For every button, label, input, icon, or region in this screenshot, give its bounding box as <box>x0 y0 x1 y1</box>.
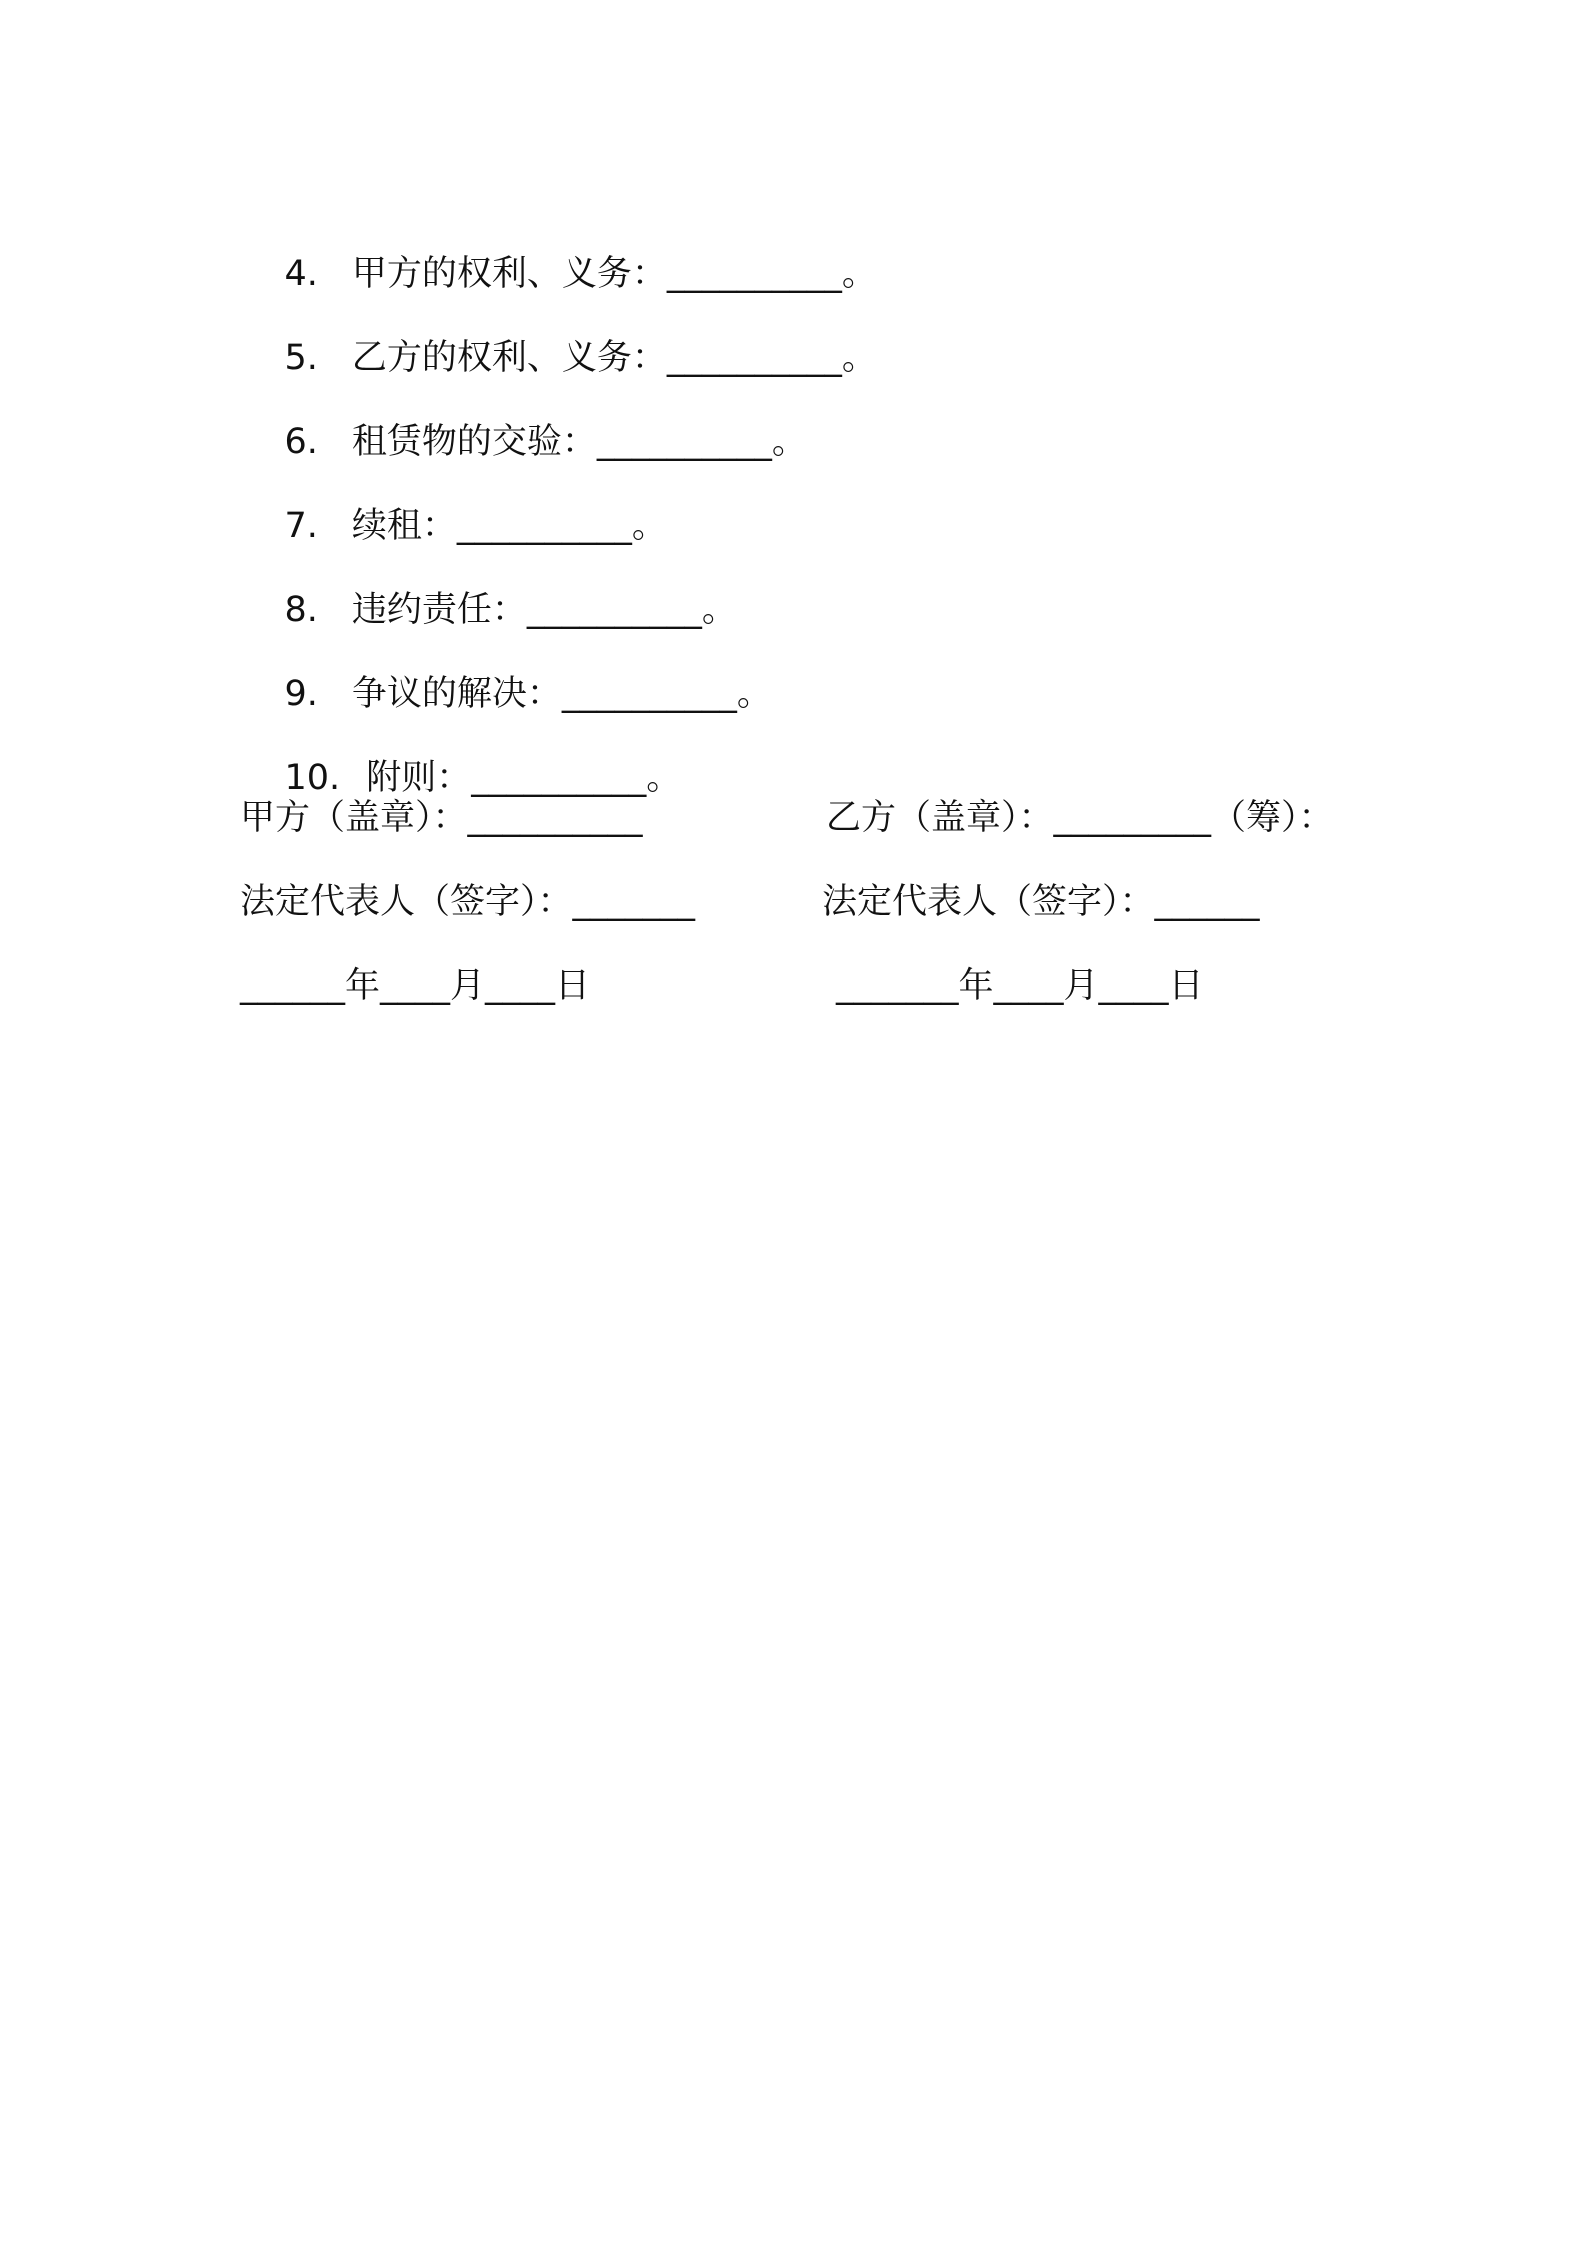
clause-number: 8. <box>284 590 318 630</box>
clause-number: 7. <box>284 506 318 546</box>
clause-number: 6. <box>284 422 318 462</box>
clause-number: 5. <box>284 338 318 378</box>
party-a-seal: 甲方（盖章）：__________ <box>240 798 643 838</box>
clause-text: 附则：__________。 <box>366 758 682 798</box>
clause-text: 违约责任：__________。 <box>351 590 737 630</box>
clause-text: 争议的解决：__________。 <box>351 674 772 714</box>
party-b-representative: 法定代表人（签字）：______ <box>822 882 1260 922</box>
clause-text: 甲方的权利、义务：__________。 <box>351 254 877 294</box>
party-a-date: ______年____月____日 <box>240 966 591 1006</box>
party-b-date: _______年____月____日 <box>836 966 1204 1006</box>
clause-number: 10. <box>284 758 341 798</box>
party-b-seal: 乙方（盖章）：_________（筹）： <box>826 798 1334 838</box>
party-a-representative: 法定代表人（签字）：_______ <box>240 882 696 922</box>
clause-text: 乙方的权利、义务：__________。 <box>351 338 877 378</box>
clause-text: 续租：__________。 <box>351 506 667 546</box>
clause-number: 4. <box>284 254 318 294</box>
clause-text: 租赁物的交验：__________。 <box>351 422 807 462</box>
clause-number: 9. <box>284 674 318 714</box>
